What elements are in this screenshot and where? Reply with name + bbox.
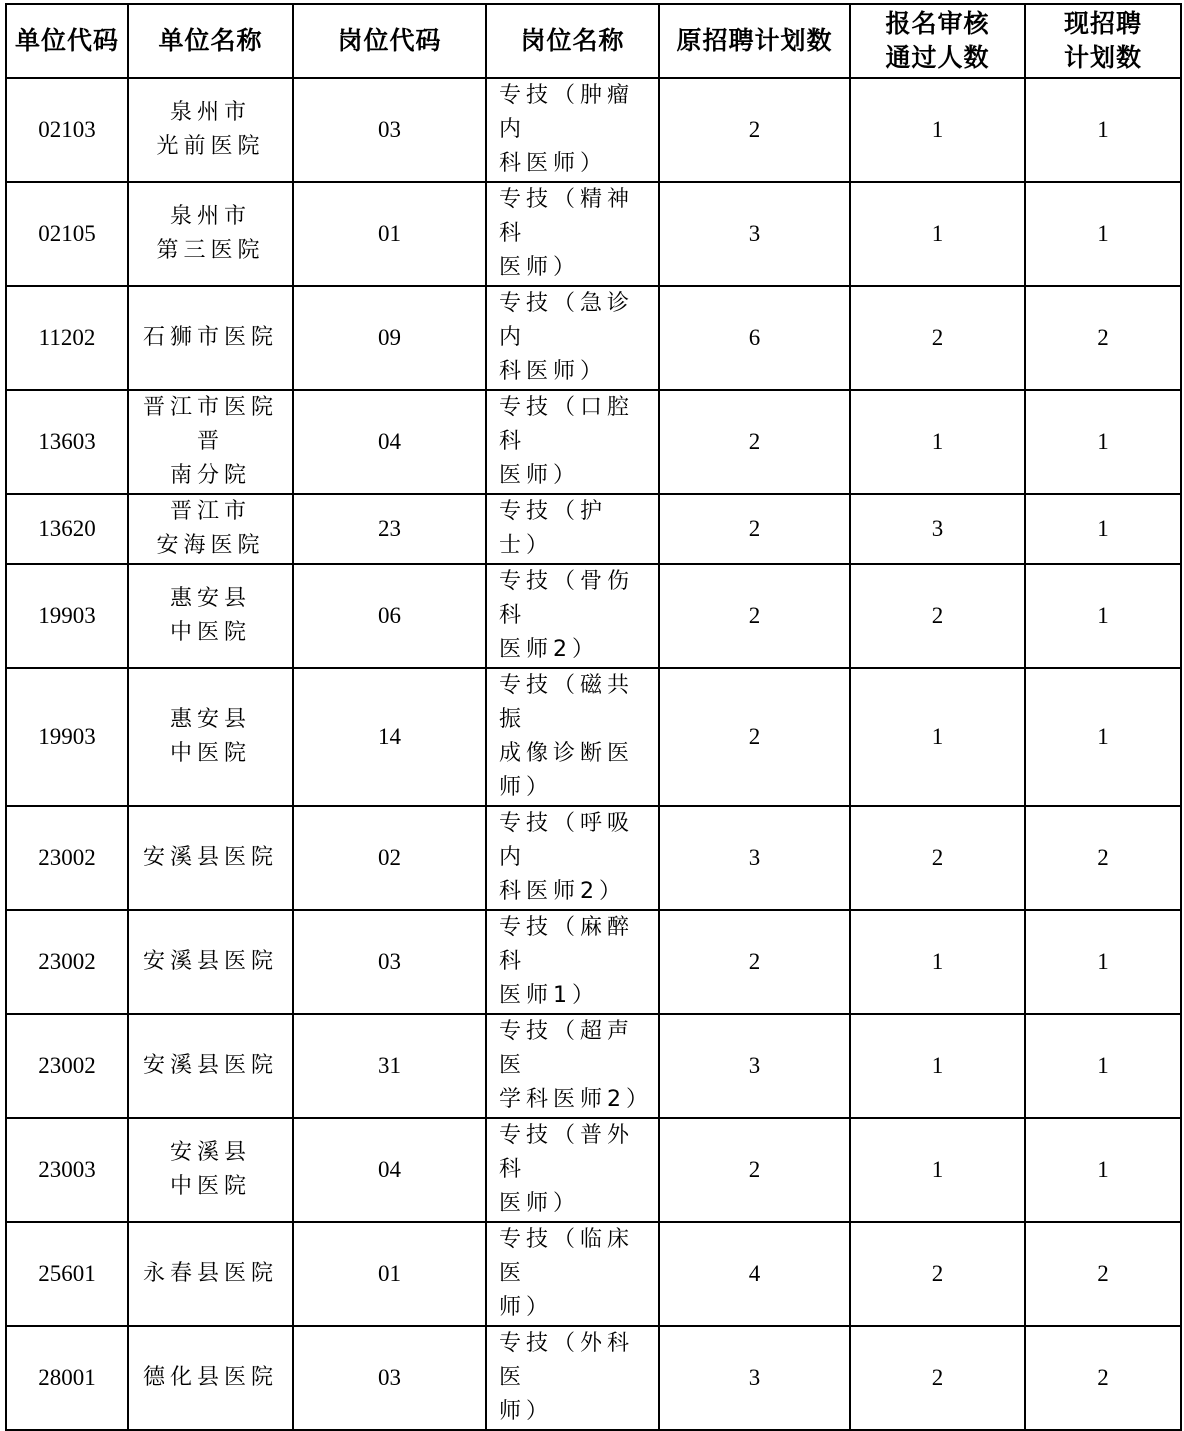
original-plan-cell: 3	[659, 182, 850, 286]
post-name-cell-line: 专技（口腔科	[499, 395, 635, 454]
unit-code-cell: 23002	[6, 1014, 128, 1118]
post-name-cell-line: 专技（超声医	[499, 1019, 635, 1078]
post-code-cell: 03	[293, 78, 486, 182]
post-name-cell	[486, 494, 659, 564]
post-name-cell	[486, 78, 659, 182]
post-name-cell-line: 学科医师2）	[499, 1087, 653, 1112]
unit-name-cell	[128, 1326, 293, 1430]
current-plan-cell: 1	[1025, 390, 1181, 494]
unit-name-cell-line: 第三医院	[156, 238, 265, 263]
current-plan-cell: 1	[1025, 910, 1181, 1014]
approved-count-cell: 1	[850, 78, 1025, 182]
table-row	[6, 668, 1181, 806]
post-name-cell-line: 专技（麻醉科	[499, 915, 635, 974]
unit-code-cell: 13620	[6, 494, 128, 564]
post-name-cell-line: 专技（骨伤科	[499, 569, 635, 628]
post-name-cell	[486, 910, 659, 1014]
post-name-cell-line: 专技（护士）	[499, 499, 608, 558]
unit-name-cell-line: 晋江市	[169, 499, 251, 524]
approved-count-cell: 1	[850, 182, 1025, 286]
post-name-cell	[486, 182, 659, 286]
table-row	[6, 806, 1181, 910]
original-plan-cell: 4	[659, 1222, 850, 1326]
header-post-name: 岗位名称	[486, 4, 659, 78]
unit-name-cell	[128, 668, 293, 806]
post-name-cell-line: 专技（急诊内	[499, 291, 635, 350]
post-name-cell-line: 专技（外科医	[499, 1331, 635, 1390]
original-plan-cell: 2	[659, 668, 850, 806]
unit-code-cell: 19903	[6, 564, 128, 668]
current-plan-cell: 1	[1025, 668, 1181, 806]
current-plan-cell: 1	[1025, 1014, 1181, 1118]
post-name-cell-line: 师）	[499, 1295, 554, 1320]
unit-name-cell	[128, 1118, 293, 1222]
table-row	[6, 1222, 1181, 1326]
unit-name-cell	[128, 806, 293, 910]
unit-name-cell-line: 泉州市	[169, 204, 251, 229]
post-code-cell: 03	[293, 910, 486, 1014]
unit-name-cell-line: 光前医院	[156, 134, 265, 159]
unit-name-cell-line: 南分院	[169, 463, 251, 488]
unit-name-cell-line: 安溪县	[169, 1140, 251, 1165]
original-plan-cell: 2	[659, 910, 850, 1014]
unit-code-cell: 23002	[6, 806, 128, 910]
approved-count-cell: 2	[850, 286, 1025, 390]
post-code-cell: 03	[293, 1326, 486, 1430]
unit-name-cell	[128, 1014, 293, 1118]
post-name-cell	[486, 1118, 659, 1222]
table-row	[6, 286, 1181, 390]
post-name-cell-line: 师）	[499, 1399, 554, 1424]
unit-name-cell-line: 晋江市医院晋	[142, 395, 278, 454]
table-row	[6, 390, 1181, 494]
post-name-cell-line: 科医师）	[499, 359, 608, 384]
header-original-plan: 原招聘计划数	[659, 4, 850, 78]
post-name-cell-line: 科医师）	[499, 151, 608, 176]
approved-count-cell: 1	[850, 1118, 1025, 1222]
post-name-cell	[486, 668, 659, 806]
post-name-cell-line: 专技（精神科	[499, 187, 635, 246]
unit-name-cell-line: 安海医院	[156, 533, 265, 558]
recruitment-table	[5, 3, 1182, 1431]
unit-name-cell	[128, 390, 293, 494]
table-row	[6, 1326, 1181, 1430]
unit-name-cell-line: 惠安县	[169, 707, 251, 732]
header-unit-name: 单位名称	[128, 4, 293, 78]
post-code-cell: 14	[293, 668, 486, 806]
unit-name-cell-line: 德化县医院	[142, 1365, 278, 1390]
unit-name-cell-line: 中医院	[169, 620, 251, 645]
post-name-cell-line: 医师）	[499, 463, 581, 488]
table-row	[6, 910, 1181, 1014]
table-row	[6, 1014, 1181, 1118]
header-unit-code: 单位代码	[6, 4, 128, 78]
unit-code-cell: 23002	[6, 910, 128, 1014]
original-plan-cell: 3	[659, 1014, 850, 1118]
post-name-cell	[486, 1014, 659, 1118]
current-plan-cell: 2	[1025, 1222, 1181, 1326]
unit-name-cell	[128, 564, 293, 668]
approved-count-cell: 2	[850, 1222, 1025, 1326]
current-plan-cell: 1	[1025, 182, 1181, 286]
unit-code-cell: 28001	[6, 1326, 128, 1430]
header-approved-line2: 通过人数	[885, 43, 990, 72]
unit-name-cell-line: 石狮市医院	[142, 325, 278, 350]
original-plan-cell: 2	[659, 1118, 850, 1222]
unit-code-cell: 02105	[6, 182, 128, 286]
current-plan-cell: 2	[1025, 286, 1181, 390]
post-name-cell-line: 医师1）	[499, 983, 599, 1008]
current-plan-cell: 1	[1025, 78, 1181, 182]
approved-count-cell: 1	[850, 910, 1025, 1014]
unit-name-cell-line: 永春县医院	[142, 1261, 278, 1286]
header-approved-count	[850, 4, 1025, 78]
table-row	[6, 182, 1181, 286]
unit-code-cell: 02103	[6, 78, 128, 182]
unit-name-cell-line: 惠安县	[169, 586, 251, 611]
approved-count-cell: 1	[850, 668, 1025, 806]
post-name-cell	[486, 286, 659, 390]
current-plan-cell: 1	[1025, 494, 1181, 564]
post-name-cell-line: 科医师2）	[499, 879, 626, 904]
post-code-cell: 02	[293, 806, 486, 910]
post-name-cell	[486, 390, 659, 494]
approved-count-cell: 2	[850, 806, 1025, 910]
post-name-cell	[486, 1222, 659, 1326]
header-approved-line1: 报名审核	[885, 9, 990, 38]
post-name-cell	[486, 1326, 659, 1430]
post-name-cell-line: 医师2）	[499, 637, 599, 662]
unit-code-cell: 23003	[6, 1118, 128, 1222]
post-name-cell	[486, 564, 659, 668]
unit-name-cell	[128, 494, 293, 564]
approved-count-cell: 2	[850, 564, 1025, 668]
header-current-line2: 计划数	[1063, 43, 1142, 72]
post-code-cell: 09	[293, 286, 486, 390]
original-plan-cell: 2	[659, 564, 850, 668]
unit-name-cell-line: 安溪县医院	[142, 949, 278, 974]
post-name-cell-line: 专技（磁共振	[499, 673, 635, 732]
unit-code-cell: 25601	[6, 1222, 128, 1326]
header-current-plan	[1025, 4, 1181, 78]
header-current-line1: 现招聘	[1063, 9, 1142, 38]
post-code-cell: 01	[293, 1222, 486, 1326]
unit-name-cell	[128, 286, 293, 390]
table-row	[6, 1118, 1181, 1222]
approved-count-cell: 3	[850, 494, 1025, 564]
original-plan-cell: 2	[659, 390, 850, 494]
current-plan-cell: 2	[1025, 806, 1181, 910]
post-code-cell: 01	[293, 182, 486, 286]
original-plan-cell: 3	[659, 806, 850, 910]
post-code-cell: 04	[293, 1118, 486, 1222]
post-code-cell: 31	[293, 1014, 486, 1118]
unit-name-cell-line: 中医院	[169, 1174, 251, 1199]
header-row	[6, 4, 1181, 78]
post-name-cell-line: 成像诊断医	[499, 741, 635, 766]
original-plan-cell: 2	[659, 78, 850, 182]
unit-name-cell	[128, 78, 293, 182]
unit-name-cell-line: 中医院	[169, 741, 251, 766]
unit-name-cell-line: 安溪县医院	[142, 1053, 278, 1078]
unit-code-cell: 19903	[6, 668, 128, 806]
post-code-cell: 06	[293, 564, 486, 668]
table-row	[6, 494, 1181, 564]
post-name-cell-line: 师）	[499, 775, 554, 800]
approved-count-cell: 1	[850, 1014, 1025, 1118]
current-plan-cell: 1	[1025, 564, 1181, 668]
current-plan-cell: 2	[1025, 1326, 1181, 1430]
post-code-cell: 23	[293, 494, 486, 564]
table-row	[6, 78, 1181, 182]
table-row	[6, 564, 1181, 668]
unit-code-cell: 13603	[6, 390, 128, 494]
original-plan-cell: 3	[659, 1326, 850, 1430]
post-code-cell: 04	[293, 390, 486, 494]
unit-name-cell	[128, 910, 293, 1014]
post-name-cell	[486, 806, 659, 910]
approved-count-cell: 2	[850, 1326, 1025, 1430]
unit-name-cell	[128, 1222, 293, 1326]
unit-code-cell: 11202	[6, 286, 128, 390]
unit-name-cell-line: 泉州市	[169, 100, 251, 125]
post-name-cell-line: 医师）	[499, 1191, 581, 1216]
table-header	[6, 4, 1181, 78]
unit-name-cell-line: 安溪县医院	[142, 845, 278, 870]
post-name-cell-line: 医师）	[499, 255, 581, 280]
unit-name-cell	[128, 182, 293, 286]
current-plan-cell: 1	[1025, 1118, 1181, 1222]
approved-count-cell: 1	[850, 390, 1025, 494]
post-name-cell-line: 专技（普外科	[499, 1123, 635, 1182]
table-body	[6, 78, 1181, 1430]
post-name-cell-line: 专技（呼吸内	[499, 811, 635, 870]
header-post-code: 岗位代码	[293, 4, 486, 78]
post-name-cell-line: 专技（临床医	[499, 1227, 635, 1286]
post-name-cell-line: 专技（肿瘤内	[499, 83, 635, 142]
original-plan-cell: 6	[659, 286, 850, 390]
original-plan-cell: 2	[659, 494, 850, 564]
